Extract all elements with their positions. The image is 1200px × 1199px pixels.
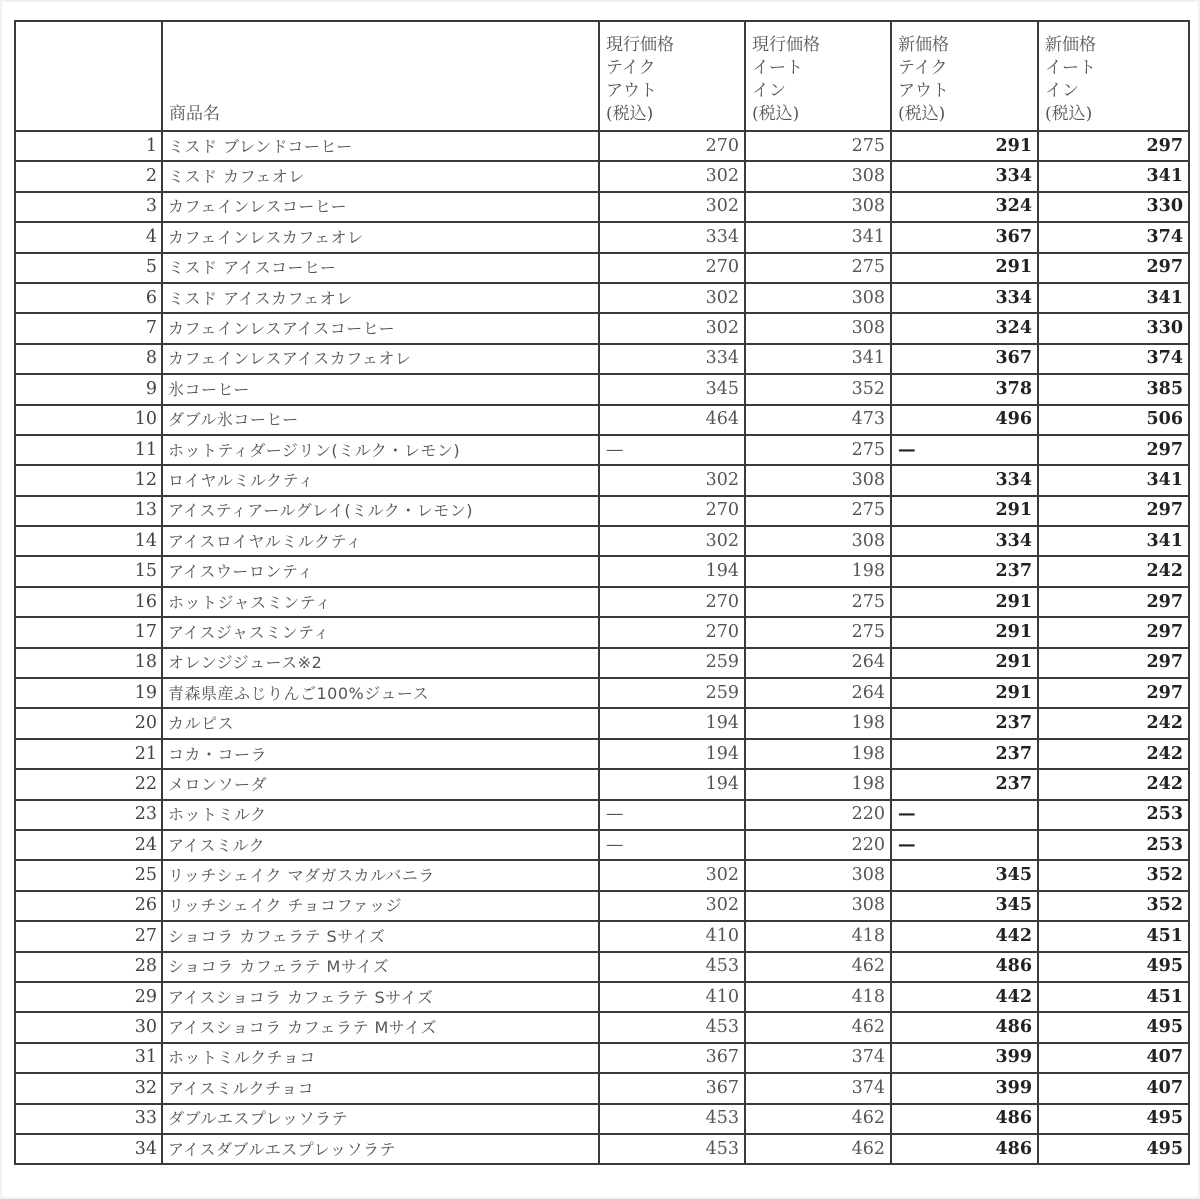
- current-eatin-price: 275: [745, 253, 891, 283]
- new-takeout-price: 334: [891, 283, 1038, 313]
- new-eatin-price: 407: [1038, 1073, 1189, 1103]
- table-row: [15, 344, 1189, 374]
- product-name: アイスショコラ カフェラテ Sサイズ: [162, 982, 599, 1012]
- table-row: [15, 405, 1189, 435]
- current-eatin-price: 308: [745, 313, 891, 343]
- current-eatin-price: 198: [745, 708, 891, 738]
- row-number: 22: [15, 769, 162, 799]
- new-eatin-price: 495: [1038, 1104, 1189, 1134]
- header-line: イン: [752, 81, 786, 101]
- product-name: ホットミルクチョコ: [162, 1043, 599, 1073]
- product-name: ホットミルク: [162, 800, 599, 830]
- header-line: イート: [1045, 58, 1096, 78]
- current-eatin-price: 275: [745, 617, 891, 647]
- product-name: ショコラ カフェラテ Mサイズ: [162, 952, 599, 982]
- table-row: [15, 891, 1189, 921]
- current-eatin-price: 220: [745, 800, 891, 830]
- new-takeout-price: 345: [891, 860, 1038, 890]
- header-product-name-label: 商品名: [169, 104, 220, 124]
- current-takeout-price: 194: [599, 739, 745, 769]
- current-takeout-price: 270: [599, 496, 745, 526]
- row-number: 1: [15, 131, 162, 161]
- row-number: 15: [15, 556, 162, 586]
- table-row: [15, 131, 1189, 161]
- row-number: 4: [15, 222, 162, 252]
- header-line: テイク: [898, 58, 948, 78]
- current-eatin-price: 374: [745, 1043, 891, 1073]
- table-row: [15, 952, 1189, 982]
- new-eatin-price: 253: [1038, 800, 1189, 830]
- new-takeout-price: 291: [891, 496, 1038, 526]
- current-takeout-price: 302: [599, 313, 745, 343]
- row-number: 31: [15, 1043, 162, 1073]
- table-row: [15, 921, 1189, 951]
- header-current-takeout: [599, 21, 745, 131]
- row-number: 17: [15, 617, 162, 647]
- new-eatin-price: 297: [1038, 496, 1189, 526]
- new-takeout-price: —: [891, 435, 1038, 465]
- new-eatin-price: 451: [1038, 982, 1189, 1012]
- header-line: 現行価格: [752, 35, 820, 55]
- row-number: 9: [15, 374, 162, 404]
- current-eatin-price: 275: [745, 131, 891, 161]
- new-eatin-price: 330: [1038, 313, 1189, 343]
- row-number: 3: [15, 192, 162, 222]
- current-takeout-price: —: [599, 435, 745, 465]
- row-number: 10: [15, 405, 162, 435]
- current-takeout-price: 345: [599, 374, 745, 404]
- table-row: [15, 222, 1189, 252]
- table-row: [15, 1104, 1189, 1134]
- current-eatin-price: 198: [745, 739, 891, 769]
- new-takeout-price: 237: [891, 739, 1038, 769]
- new-eatin-price: 495: [1038, 1012, 1189, 1042]
- header-line: 新価格: [898, 35, 949, 55]
- current-takeout-price: 410: [599, 982, 745, 1012]
- product-name: ミスド カフェオレ: [162, 161, 599, 191]
- table-row: [15, 1012, 1189, 1042]
- table-row: [15, 739, 1189, 769]
- new-eatin-price: 352: [1038, 891, 1189, 921]
- new-takeout-price: 334: [891, 526, 1038, 556]
- new-eatin-price: 506: [1038, 405, 1189, 435]
- product-name: カフェインレスアイスコーヒー: [162, 313, 599, 343]
- new-eatin-price: 242: [1038, 739, 1189, 769]
- table-row: [15, 496, 1189, 526]
- current-takeout-price: 194: [599, 769, 745, 799]
- new-takeout-price: 378: [891, 374, 1038, 404]
- new-takeout-price: 291: [891, 131, 1038, 161]
- current-eatin-price: 220: [745, 830, 891, 860]
- table-row: [15, 1043, 1189, 1073]
- current-eatin-price: 308: [745, 192, 891, 222]
- header-line: アウト: [606, 81, 657, 101]
- new-eatin-price: 495: [1038, 952, 1189, 982]
- product-name: オレンジジュース※2: [162, 648, 599, 678]
- table-row: [15, 587, 1189, 617]
- product-name: ミスド アイスカフェオレ: [162, 283, 599, 313]
- new-eatin-price: 297: [1038, 435, 1189, 465]
- new-takeout-price: 334: [891, 161, 1038, 191]
- new-eatin-price: 330: [1038, 192, 1189, 222]
- product-name: カフェインレスアイスカフェオレ: [162, 344, 599, 374]
- product-name: カフェインレスコーヒー: [162, 192, 599, 222]
- current-takeout-price: 270: [599, 131, 745, 161]
- row-number: 32: [15, 1073, 162, 1103]
- product-name: アイスウーロンティ: [162, 556, 599, 586]
- current-takeout-price: 367: [599, 1043, 745, 1073]
- row-number: 29: [15, 982, 162, 1012]
- product-name: ショコラ カフェラテ Sサイズ: [162, 921, 599, 951]
- header-line: アウト: [898, 81, 949, 101]
- row-number: 14: [15, 526, 162, 556]
- new-eatin-price: 352: [1038, 860, 1189, 890]
- row-number: 6: [15, 283, 162, 313]
- row-number: 33: [15, 1104, 162, 1134]
- header-index: [15, 21, 162, 131]
- new-eatin-price: 374: [1038, 222, 1189, 252]
- new-eatin-price: 297: [1038, 587, 1189, 617]
- row-number: 5: [15, 253, 162, 283]
- current-eatin-price: 462: [745, 1104, 891, 1134]
- row-number: 12: [15, 465, 162, 495]
- current-takeout-price: 302: [599, 161, 745, 191]
- current-eatin-price: 308: [745, 465, 891, 495]
- current-takeout-price: 410: [599, 921, 745, 951]
- new-takeout-price: 291: [891, 648, 1038, 678]
- row-number: 16: [15, 587, 162, 617]
- table-row: [15, 982, 1189, 1012]
- current-eatin-price: 198: [745, 769, 891, 799]
- product-name: ダブルエスプレッソラテ: [162, 1104, 599, 1134]
- product-name: アイスミルクチョコ: [162, 1073, 599, 1103]
- table-row: [15, 1073, 1189, 1103]
- current-eatin-price: 275: [745, 587, 891, 617]
- row-number: 21: [15, 739, 162, 769]
- new-takeout-price: 486: [891, 952, 1038, 982]
- current-eatin-price: 418: [745, 982, 891, 1012]
- current-takeout-price: 453: [599, 1012, 745, 1042]
- current-takeout-price: 453: [599, 1104, 745, 1134]
- current-eatin-price: 308: [745, 891, 891, 921]
- current-eatin-price: 462: [745, 1134, 891, 1164]
- current-takeout-price: 302: [599, 860, 745, 890]
- new-eatin-price: 341: [1038, 161, 1189, 191]
- new-takeout-price: 291: [891, 617, 1038, 647]
- table-row: [15, 313, 1189, 343]
- new-takeout-price: 237: [891, 708, 1038, 738]
- new-eatin-price: 297: [1038, 648, 1189, 678]
- current-takeout-price: 194: [599, 556, 745, 586]
- new-eatin-price: 385: [1038, 374, 1189, 404]
- product-name: アイスティアールグレイ(ミルク・レモン): [162, 496, 599, 526]
- new-takeout-price: 291: [891, 678, 1038, 708]
- current-eatin-price: 308: [745, 283, 891, 313]
- product-name: リッチシェイク チョコファッジ: [162, 891, 599, 921]
- current-takeout-price: 270: [599, 253, 745, 283]
- current-eatin-price: 418: [745, 921, 891, 951]
- current-takeout-price: 302: [599, 526, 745, 556]
- row-number: 28: [15, 952, 162, 982]
- current-takeout-price: 302: [599, 192, 745, 222]
- current-takeout-price: 334: [599, 344, 745, 374]
- current-eatin-price: 352: [745, 374, 891, 404]
- table-row: [15, 1134, 1189, 1164]
- new-eatin-price: 242: [1038, 708, 1189, 738]
- current-eatin-price: 308: [745, 161, 891, 191]
- row-number: 30: [15, 1012, 162, 1042]
- new-takeout-price: 496: [891, 405, 1038, 435]
- row-number: 34: [15, 1134, 162, 1164]
- table-row: [15, 830, 1189, 860]
- header-line: 現行価格: [606, 35, 674, 55]
- row-number: 11: [15, 435, 162, 465]
- current-eatin-price: 341: [745, 344, 891, 374]
- new-takeout-price: 442: [891, 982, 1038, 1012]
- header-product-name: [162, 21, 599, 131]
- new-eatin-price: 297: [1038, 253, 1189, 283]
- product-name: アイスショコラ カフェラテ Mサイズ: [162, 1012, 599, 1042]
- table-row: [15, 648, 1189, 678]
- current-takeout-price: 270: [599, 617, 745, 647]
- current-eatin-price: 264: [745, 678, 891, 708]
- current-eatin-price: 308: [745, 860, 891, 890]
- row-number: 8: [15, 344, 162, 374]
- current-takeout-price: 194: [599, 708, 745, 738]
- row-number: 23: [15, 800, 162, 830]
- product-name: カルピス: [162, 708, 599, 738]
- new-eatin-price: 495: [1038, 1134, 1189, 1164]
- row-number: 13: [15, 496, 162, 526]
- header-line: (税込): [752, 104, 800, 124]
- new-takeout-price: 399: [891, 1073, 1038, 1103]
- current-takeout-price: 302: [599, 465, 745, 495]
- current-takeout-price: 302: [599, 283, 745, 313]
- table-row: [15, 253, 1189, 283]
- product-name: アイスミルク: [162, 830, 599, 860]
- current-eatin-price: 198: [745, 556, 891, 586]
- new-takeout-price: 367: [891, 344, 1038, 374]
- product-name: ミスド アイスコーヒー: [162, 253, 599, 283]
- row-number: 24: [15, 830, 162, 860]
- new-eatin-price: 297: [1038, 617, 1189, 647]
- current-takeout-price: 453: [599, 952, 745, 982]
- product-name: アイスダブルエスプレッソラテ: [162, 1134, 599, 1164]
- header-line: テイク: [606, 58, 656, 78]
- row-number: 2: [15, 161, 162, 191]
- new-takeout-price: 345: [891, 891, 1038, 921]
- product-name: 氷コーヒー: [162, 374, 599, 404]
- new-eatin-price: 341: [1038, 283, 1189, 313]
- current-takeout-price: 259: [599, 678, 745, 708]
- product-name: ミスド ブレンドコーヒー: [162, 131, 599, 161]
- current-takeout-price: 334: [599, 222, 745, 252]
- current-takeout-price: —: [599, 830, 745, 860]
- new-eatin-price: 374: [1038, 344, 1189, 374]
- product-name: ロイヤルミルクティ: [162, 465, 599, 495]
- table-row: [15, 435, 1189, 465]
- row-number: 20: [15, 708, 162, 738]
- current-eatin-price: 473: [745, 405, 891, 435]
- table-row: [15, 708, 1189, 738]
- row-number: 25: [15, 860, 162, 890]
- new-takeout-price: 442: [891, 921, 1038, 951]
- price-table: [14, 20, 1190, 1165]
- product-name: リッチシェイク マダガスカルバニラ: [162, 860, 599, 890]
- current-eatin-price: 308: [745, 526, 891, 556]
- row-number: 27: [15, 921, 162, 951]
- header-new-takeout: [891, 21, 1038, 131]
- header-new-eatin: [1038, 21, 1189, 131]
- new-eatin-price: 297: [1038, 131, 1189, 161]
- row-number: 7: [15, 313, 162, 343]
- row-number: 19: [15, 678, 162, 708]
- product-name: ホットジャスミンティ: [162, 587, 599, 617]
- product-name: メロンソーダ: [162, 769, 599, 799]
- current-eatin-price: 341: [745, 222, 891, 252]
- product-name: ダブル氷コーヒー: [162, 405, 599, 435]
- header-current-eatin: [745, 21, 891, 131]
- product-name: コカ・コーラ: [162, 739, 599, 769]
- current-takeout-price: 464: [599, 405, 745, 435]
- new-eatin-price: 297: [1038, 678, 1189, 708]
- product-name: ホットティダージリン(ミルク・レモン): [162, 435, 599, 465]
- table-row: [15, 283, 1189, 313]
- current-eatin-price: 275: [745, 496, 891, 526]
- header-row: [15, 21, 1189, 131]
- table-row: [15, 617, 1189, 647]
- new-eatin-price: 407: [1038, 1043, 1189, 1073]
- new-takeout-price: 367: [891, 222, 1038, 252]
- row-number: 18: [15, 648, 162, 678]
- table-row: [15, 161, 1189, 191]
- row-number: 26: [15, 891, 162, 921]
- new-eatin-price: 451: [1038, 921, 1189, 951]
- table-row: [15, 526, 1189, 556]
- current-eatin-price: 264: [745, 648, 891, 678]
- new-takeout-price: 291: [891, 587, 1038, 617]
- new-eatin-price: 341: [1038, 465, 1189, 495]
- current-takeout-price: 270: [599, 587, 745, 617]
- table-row: [15, 192, 1189, 222]
- new-takeout-price: 399: [891, 1043, 1038, 1073]
- current-takeout-price: —: [599, 800, 745, 830]
- table-row: [15, 556, 1189, 586]
- new-eatin-price: 253: [1038, 830, 1189, 860]
- table-row: [15, 678, 1189, 708]
- table-row: [15, 374, 1189, 404]
- table-body: [15, 131, 1189, 1164]
- current-eatin-price: 462: [745, 1012, 891, 1042]
- new-takeout-price: 334: [891, 465, 1038, 495]
- header-line: (税込): [1045, 104, 1093, 124]
- current-takeout-price: 259: [599, 648, 745, 678]
- product-name: アイスロイヤルミルクティ: [162, 526, 599, 556]
- new-eatin-price: 242: [1038, 556, 1189, 586]
- new-eatin-price: 341: [1038, 526, 1189, 556]
- new-takeout-price: 324: [891, 192, 1038, 222]
- product-name: アイスジャスミンティ: [162, 617, 599, 647]
- table-row: [15, 800, 1189, 830]
- table-row: [15, 860, 1189, 890]
- current-takeout-price: 367: [599, 1073, 745, 1103]
- current-takeout-price: 302: [599, 891, 745, 921]
- new-takeout-price: 486: [891, 1104, 1038, 1134]
- new-eatin-price: 242: [1038, 769, 1189, 799]
- table-row: [15, 769, 1189, 799]
- new-takeout-price: 324: [891, 313, 1038, 343]
- new-takeout-price: 237: [891, 769, 1038, 799]
- current-eatin-price: 462: [745, 952, 891, 982]
- header-line: 新価格: [1045, 35, 1096, 55]
- header-line: (税込): [606, 104, 654, 124]
- new-takeout-price: 486: [891, 1012, 1038, 1042]
- new-takeout-price: 291: [891, 253, 1038, 283]
- new-takeout-price: 237: [891, 556, 1038, 586]
- product-name: カフェインレスカフェオレ: [162, 222, 599, 252]
- new-takeout-price: 486: [891, 1134, 1038, 1164]
- current-takeout-price: 453: [599, 1134, 745, 1164]
- table-row: [15, 465, 1189, 495]
- new-takeout-price: —: [891, 830, 1038, 860]
- header-line: イート: [752, 58, 803, 78]
- current-eatin-price: 374: [745, 1073, 891, 1103]
- header-line: (税込): [898, 104, 946, 124]
- product-name: 青森県産ふじりんご100%ジュース: [162, 678, 599, 708]
- header-line: イン: [1045, 81, 1079, 101]
- current-eatin-price: 275: [745, 435, 891, 465]
- new-takeout-price: —: [891, 800, 1038, 830]
